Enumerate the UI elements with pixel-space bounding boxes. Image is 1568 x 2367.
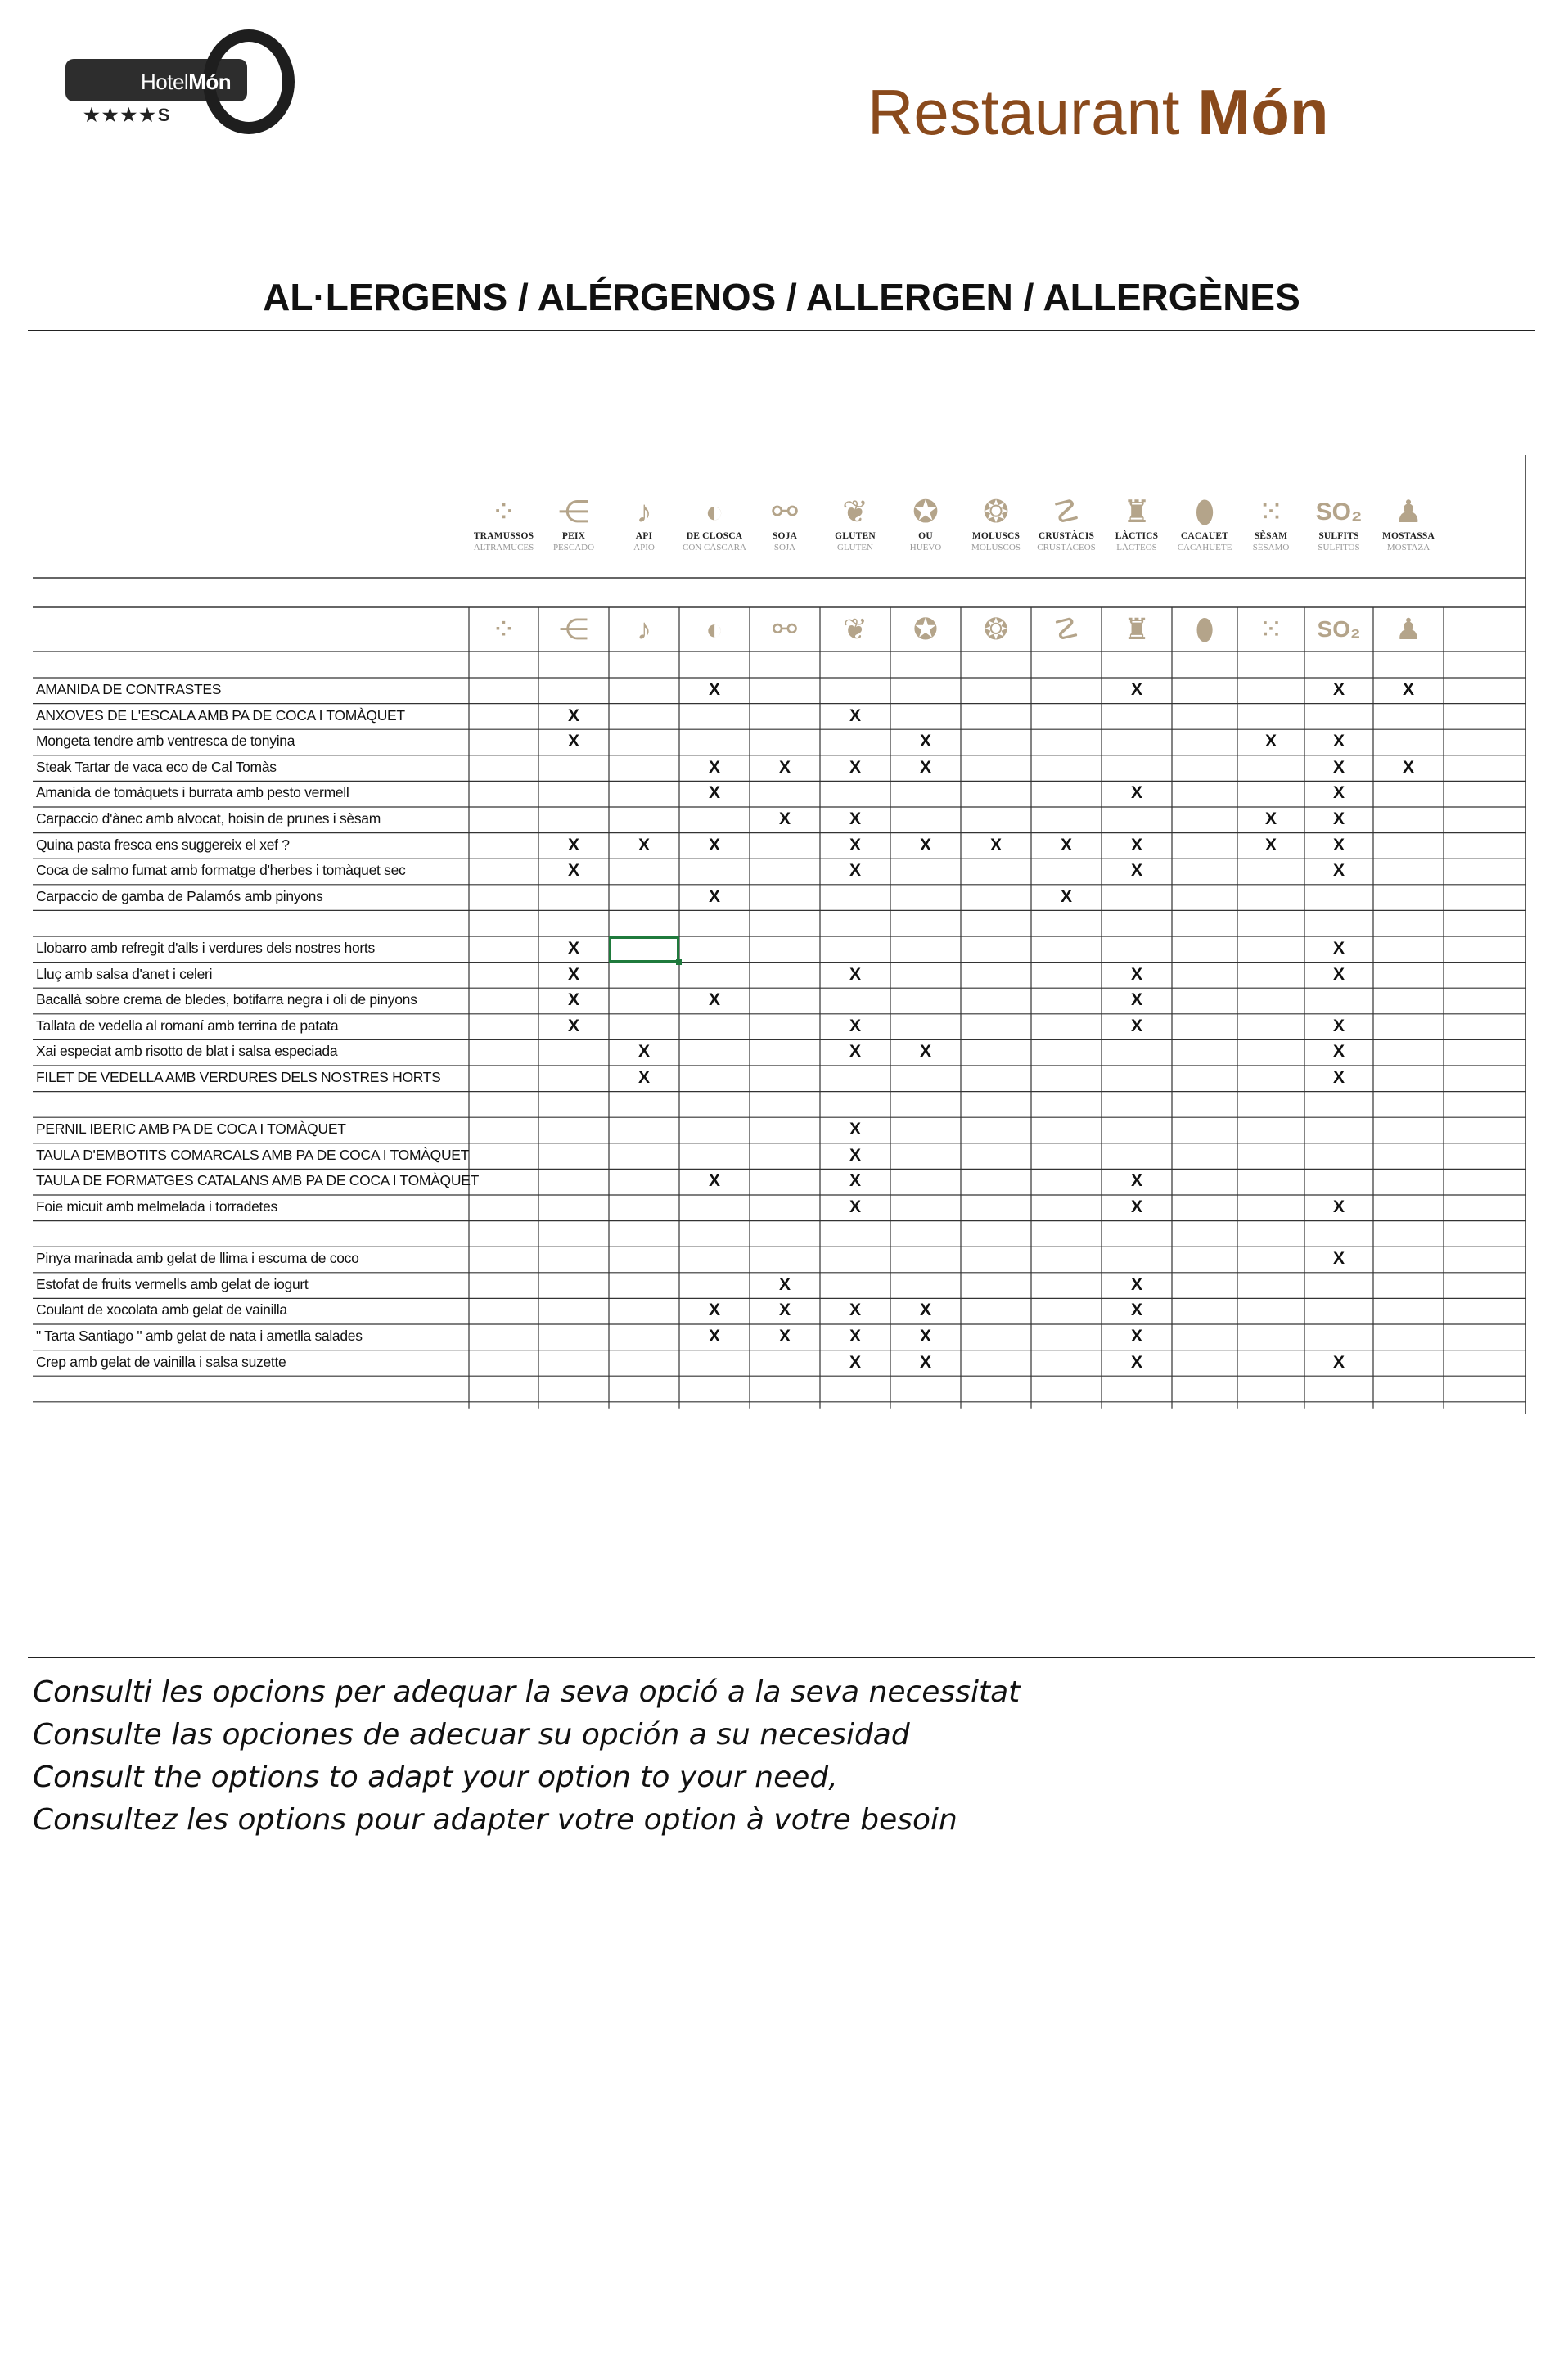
allergen-mark: X <box>1332 732 1345 751</box>
allergen-mark: X <box>1264 809 1277 828</box>
allergen-mark: X <box>1130 861 1142 881</box>
allergen-mark: X <box>567 1016 579 1035</box>
dish-name: " Tarta Santiago " amb gelat de nata i ametlla salades <box>36 1328 363 1344</box>
allergen-name-es: CACAHUETE <box>1177 543 1232 552</box>
allergen-name-es: APIO <box>633 543 655 552</box>
gluten-icon: ❦ <box>842 495 868 530</box>
allergen-name: API <box>635 531 653 541</box>
sesame-icon: ⁙ <box>1258 612 1284 646</box>
allergen-header-7 <box>885 494 966 553</box>
allergen-name: SULFITS <box>1318 531 1359 541</box>
mollusc-icon: ❂ <box>983 612 1009 646</box>
allergen-mark: X <box>919 1042 931 1062</box>
allergen-mark: X <box>1130 1274 1142 1294</box>
crustacean-icon: ☡ <box>1052 495 1081 530</box>
note-line: Consulte las opciones de adecuar su opción a su necesidad <box>33 1718 910 1752</box>
dish-name: AMANIDA DE CONTRASTES <box>36 681 222 697</box>
allergen-name: MOSTASSA <box>1381 531 1435 541</box>
mustard-icon: ♟ <box>1395 612 1422 646</box>
dish-name: Quina pasta fresca ens suggereix el xef ? <box>36 836 290 853</box>
allergen-mark: X <box>1332 1068 1345 1087</box>
allergen-mark: X <box>919 1327 931 1346</box>
allergens-heading: AL·LERGENS / ALÉRGENOS / ALLERGEN / ALLERGÈNES <box>263 276 1300 318</box>
allergen-name-es: SÉSAMO <box>1252 543 1290 552</box>
allergen-mark: X <box>778 1301 791 1320</box>
allergen-header-14 <box>1368 494 1449 553</box>
allergen-name-es: GLUTEN <box>837 543 873 552</box>
allergen-table <box>33 455 1526 1414</box>
allergen-mark: X <box>638 835 650 854</box>
note-line: Consulti les opcions per adequar la seva opció a la seva necessitat <box>33 1675 1021 1709</box>
allergen-mark: X <box>1130 990 1142 1010</box>
nuts-icon: ◐ <box>705 495 724 530</box>
allergen-mark: X <box>778 1327 791 1346</box>
notes-rule <box>28 1657 1535 1658</box>
allergen-mark: X <box>849 1171 861 1191</box>
allergen-name-es: CON CÁSCARA <box>683 543 746 552</box>
sulphites-icon: SO₂ <box>1317 616 1361 642</box>
allergen-mark: X <box>1264 835 1277 854</box>
dish-name: Lluç amb salsa d'anet i celeri <box>36 965 213 982</box>
allergen-mark: X <box>849 1352 861 1372</box>
allergen-mark: X <box>919 835 931 854</box>
allergen-mark: X <box>849 835 861 854</box>
allergen-mark: X <box>849 1327 861 1346</box>
allergen-mark: X <box>1332 757 1345 777</box>
dish-name: Coulant de xocolata amb gelat de vainilla <box>36 1301 287 1319</box>
allergen-name: LÀCTICS <box>1115 531 1159 541</box>
allergen-mark: X <box>1060 835 1072 854</box>
allergen-mark: X <box>1332 1042 1345 1062</box>
note-line: Consultez les options pour adapter votre option à votre besoin <box>33 1803 957 1837</box>
celery-icon: ♪ <box>636 495 652 530</box>
allergen-header-4 <box>674 494 755 553</box>
dairy-icon: ♜ <box>1122 495 1151 530</box>
allergen-header-12 <box>1232 494 1309 553</box>
egg-icon: ✪ <box>912 612 939 646</box>
lupin-icon: ⁘ <box>491 612 516 646</box>
dish-name: Bacallà sobre crema de bledes, botifarra negra i oli de pinyons <box>36 991 417 1008</box>
allergen-name-es: PESCADO <box>552 543 595 552</box>
allergen-mark: X <box>1130 680 1142 699</box>
allergen-name-es: HUEVO <box>909 543 942 552</box>
dish-name: PERNIL IBERIC AMB PA DE COCA I TOMÀQUET <box>36 1120 346 1138</box>
allergen-mark: X <box>1332 1016 1345 1035</box>
soy-icon: ⚯ <box>772 495 798 530</box>
allergen-mark: X <box>1402 680 1414 699</box>
allergen-mark: X <box>638 1042 650 1062</box>
nuts-icon: ◐ <box>705 612 723 646</box>
dish-name: Mongeta tendre amb ventresca de tonyina <box>36 733 295 750</box>
allergen-mark: X <box>778 1274 791 1294</box>
allergen-header-1 <box>464 494 543 553</box>
allergen-mark: X <box>919 732 931 751</box>
allergen-mark: X <box>989 835 1002 854</box>
allergen-mark: X <box>849 706 861 725</box>
crustacean-icon: ☡ <box>1052 612 1080 646</box>
allergen-mark: X <box>1332 835 1345 854</box>
allergen-mark: X <box>567 732 579 751</box>
note-line: Consult the options to adapt your option to your need, <box>33 1761 838 1794</box>
allergen-mark: X <box>849 1197 861 1216</box>
allergen-name: TRAMUSSOS <box>473 531 534 541</box>
allergen-mark: X <box>778 757 791 777</box>
allergen-name: CRUSTÀCIS <box>1038 531 1095 541</box>
lupin-icon: ⁘ <box>490 495 517 530</box>
allergen-mark: X <box>567 861 579 881</box>
peanut-icon: ⬮ <box>1195 612 1214 646</box>
dish-name: FILET DE VEDELLA AMB VERDURES DELS NOSTRES HORTS <box>36 1069 441 1085</box>
allergen-mark: X <box>1332 783 1345 803</box>
allergen-mark: X <box>1130 1171 1142 1191</box>
allergen-header-10 <box>1097 494 1177 553</box>
allergen-header-2 <box>534 494 614 553</box>
allergen-name-es: SULFITOS <box>1318 543 1360 552</box>
logo-text: HotelMón <box>141 70 232 94</box>
allergen-mark: X <box>708 1301 720 1320</box>
allergen-header-8 <box>956 494 1036 553</box>
allergen-mark: X <box>1332 1197 1345 1216</box>
allergen-name: SÈSAM <box>1254 531 1288 541</box>
notes <box>33 1671 1506 1842</box>
mollusc-icon: ❂ <box>983 495 1009 530</box>
dish-name: Pinya marinada amb gelat de llima i escuma de coco <box>36 1250 359 1267</box>
allergen-name-es: MOLUSCOS <box>971 543 1021 552</box>
allergen-name: DE CLOSCA <box>686 531 743 541</box>
allergen-header-13 <box>1300 494 1378 553</box>
allergen-name-es: MOSTAZA <box>1386 543 1431 552</box>
allergen-mark: X <box>1332 861 1345 881</box>
dish-name: Crep amb gelat de vainilla i salsa suzette <box>36 1353 286 1370</box>
allergen-name: MOLUSCS <box>971 531 1021 541</box>
allergen-mark: X <box>708 990 720 1010</box>
dish-name: TAULA DE FORMATGES CATALANS AMB PA DE COCA I TOMÀQUET <box>36 1172 479 1189</box>
allergen-mark: X <box>1130 1016 1142 1035</box>
allergen-name-es: LÁCTEOS <box>1116 543 1157 552</box>
dish-name: Carpaccio de gamba de Palamós amb pinyons <box>36 887 323 904</box>
allergen-mark: X <box>708 680 720 699</box>
egg-icon: ✪ <box>912 495 939 530</box>
allergen-mark: X <box>1130 964 1142 984</box>
peanut-icon: ⬮ <box>1195 495 1214 530</box>
allergen-header-9 <box>1026 494 1106 553</box>
soy-icon: ⚯ <box>772 612 798 646</box>
allergen-name: SOJA <box>772 531 798 541</box>
dish-name: Estofat de fruits vermells amb gelat de iogurt <box>36 1275 309 1292</box>
allergen-name-es: CRUSTÁCEOS <box>1037 543 1096 552</box>
allergen-mark: X <box>567 990 579 1010</box>
allergen-mark: X <box>778 809 791 828</box>
allergen-name: GLUTEN <box>835 531 876 541</box>
allergen-mark: X <box>849 1016 861 1035</box>
sesame-icon: ⁙ <box>1258 495 1284 530</box>
allergen-mark: X <box>1130 1327 1142 1346</box>
allergen-header-5 <box>745 494 825 553</box>
allergen-mark: X <box>1332 809 1345 828</box>
allergen-mark: X <box>567 939 579 958</box>
allergen-mark: X <box>1332 680 1345 699</box>
logo-stars: ★★★★S <box>83 105 173 125</box>
dish-name: Xai especiat amb risotto de blat i salsa especiada <box>36 1043 338 1060</box>
allergen-mark: X <box>919 1301 931 1320</box>
dairy-icon: ♜ <box>1123 612 1151 646</box>
dish-name: Tallata de vedella al romaní amb terrina de patata <box>36 1017 339 1034</box>
gluten-icon: ❦ <box>842 612 868 646</box>
mustard-icon: ♟ <box>1394 495 1423 530</box>
dish-name: Steak Tartar de vaca eco de Cal Tomàs <box>36 758 277 775</box>
dish-name: Carpaccio d'ànec amb alvocat, hoisin de prunes i sèsam <box>36 810 381 827</box>
dish-name: Foie micuit amb melmelada i torradetes <box>36 1198 277 1215</box>
grid-lines <box>33 455 1526 1414</box>
hotel-logo <box>65 29 303 138</box>
allergen-mark: X <box>638 1068 650 1087</box>
restaurant-title: Restaurant Món <box>867 76 1329 148</box>
allergen-mark: X <box>708 783 720 803</box>
allergen-mark: X <box>567 706 579 725</box>
allergen-mark: X <box>849 1301 861 1320</box>
allergen-name-es: ALTRAMUCES <box>473 543 534 552</box>
dish-name: Amanida de tomàquets i burrata amb pesto vermell <box>36 784 349 801</box>
celery-icon: ♪ <box>637 612 651 646</box>
allergen-mark: X <box>849 861 861 881</box>
allergen-mark: X <box>1332 1352 1345 1372</box>
allergen-mark: X <box>849 1120 861 1139</box>
allergen-mark: X <box>1264 732 1277 751</box>
sulphites-icon: SO₂ <box>1315 498 1363 525</box>
allergen-mark: X <box>849 1042 861 1062</box>
allergen-mark: X <box>849 1145 861 1165</box>
allergen-mark: X <box>708 757 720 777</box>
allergen-mark: X <box>1130 1301 1142 1320</box>
allergen-mark: X <box>708 886 720 906</box>
heading-rule <box>28 330 1535 331</box>
allergen-header-6 <box>815 494 895 553</box>
allergen-mark: X <box>849 964 861 984</box>
allergen-mark: X <box>919 1352 931 1372</box>
allergen-header-11 <box>1167 494 1242 553</box>
fish-icon: ⋲ <box>559 612 588 646</box>
dish-name: TAULA D'EMBOTITS COMARCALS AMB PA DE COCA I TOMÀQUET <box>36 1146 470 1163</box>
dish-name: Llobarro amb refregit d'alls i verdures dels nostres horts <box>36 940 375 956</box>
allergen-mark: X <box>1130 835 1142 854</box>
allergen-mark: X <box>567 964 579 984</box>
allergen-mark: X <box>1060 886 1072 906</box>
allergen-mark: X <box>708 835 720 854</box>
allergen-header-3 <box>604 494 684 553</box>
allergen-mark: X <box>567 835 579 854</box>
allergen-mark: X <box>1130 783 1142 803</box>
allergen-name: OU <box>918 531 933 541</box>
allergen-mark: X <box>1332 1249 1345 1269</box>
fish-icon: ⋲ <box>558 495 589 530</box>
allergen-mark: X <box>1130 1197 1142 1216</box>
allergen-mark: X <box>849 809 861 828</box>
selected-cell[interactable] <box>609 936 679 963</box>
allergen-mark: X <box>708 1171 720 1191</box>
allergen-mark: X <box>1332 964 1345 984</box>
dish-name: ANXOVES DE L'ESCALA AMB PA DE COCA I TOMÀQUET <box>36 706 405 724</box>
allergen-mark: X <box>1402 757 1414 777</box>
allergen-name: CACAUET <box>1180 531 1229 541</box>
dish-name: Coca de salmo fumat amb formatge d'herbes i tomàquet sec <box>36 862 406 879</box>
allergen-mark: X <box>1332 939 1345 958</box>
allergen-mark: X <box>1130 1352 1142 1372</box>
allergen-mark: X <box>849 757 861 777</box>
allergen-name-es: SOJA <box>773 543 796 552</box>
allergen-mark: X <box>708 1327 720 1346</box>
allergen-mark: X <box>919 757 931 777</box>
allergen-name: PEIX <box>561 531 586 541</box>
